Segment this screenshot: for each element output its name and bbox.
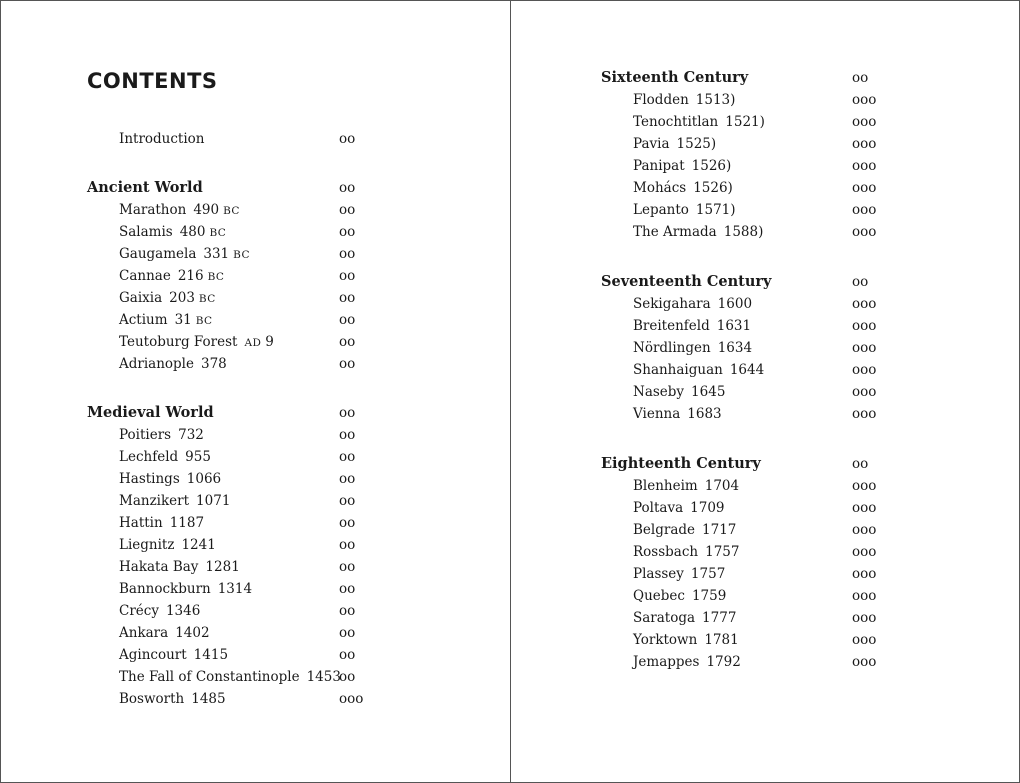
entry-name: Manzikert (119, 493, 190, 509)
entry-era: BC (223, 205, 240, 217)
entry-title (633, 201, 736, 219)
entry-name: Poltava (633, 500, 684, 516)
entry-name: Belgrade (633, 522, 696, 538)
entry-title (119, 646, 228, 664)
entry-year: 955 (185, 449, 211, 465)
entry-name: Eighteenth Century (601, 455, 761, 472)
entry-year: 1453 (306, 669, 341, 685)
page-number: ooo (852, 362, 877, 378)
entry-year: 1634 (717, 340, 753, 356)
entry-name: Pavia (633, 136, 670, 152)
entry-year: 1485 (191, 691, 226, 707)
entry-title (633, 179, 733, 197)
entry-title (633, 157, 731, 175)
entry-title (119, 130, 205, 148)
entry-year: 1631 (716, 318, 752, 334)
entry-title (633, 295, 752, 313)
page-number: oo (339, 625, 356, 641)
page-number: oo (339, 669, 356, 685)
entry-name: Hakata Bay (119, 559, 199, 575)
entry-name: Teutoburg Forest (119, 334, 238, 350)
entry-name: Tenochtitlan (633, 114, 719, 130)
entry-era: BC (233, 249, 250, 261)
contents-title: CONTENTS (87, 69, 218, 93)
entry-title (119, 624, 210, 642)
entry-year: 1314 (217, 581, 253, 597)
entry-title (633, 477, 739, 495)
page-number: oo (852, 70, 869, 86)
entry-name: The Armada (633, 224, 717, 240)
entry-title (633, 631, 739, 649)
page-number: oo (339, 131, 356, 147)
entry-title (119, 333, 274, 352)
entry-title (633, 223, 763, 241)
entry-name: Bosworth (119, 691, 185, 707)
entry-year: 1777 (702, 610, 737, 626)
page-number: oo (339, 581, 356, 597)
page-number: ooo (852, 654, 877, 670)
entry-title (119, 514, 204, 532)
entry-title (633, 135, 716, 153)
entry-title (633, 521, 736, 539)
entry-title (633, 405, 722, 423)
entry-year: 1521) (725, 114, 765, 130)
entry-title (119, 536, 216, 554)
entry-era: BC (195, 315, 213, 327)
page-number: oo (339, 202, 356, 218)
entry-era: BC (207, 271, 225, 283)
entry-year: 1066 (186, 471, 222, 487)
entry-title (119, 355, 227, 373)
page-number: oo (339, 647, 356, 663)
page-number: ooo (852, 158, 877, 174)
page-number: ooo (852, 566, 877, 582)
page-number: oo (339, 246, 356, 262)
entry-name: Jemappes (633, 654, 700, 670)
entry-title (633, 587, 726, 605)
entry-name: Ankara (119, 625, 169, 641)
entry-title (119, 470, 221, 488)
entry-name: Vienna (633, 406, 681, 422)
entry-name: Medieval World (87, 404, 214, 421)
entry-title (119, 245, 250, 264)
entry-year: 1526) (693, 180, 733, 196)
entry-year: 480 (179, 224, 206, 240)
section-title (601, 273, 771, 291)
entry-title (633, 317, 751, 335)
entry-year: 1759 (691, 588, 727, 604)
entry-era: AD (244, 337, 262, 349)
entry-year: 1709 (690, 500, 725, 516)
page-number: ooo (852, 544, 877, 560)
entry-title (633, 361, 764, 379)
section-title (87, 404, 214, 422)
page-number: oo (852, 274, 869, 290)
entry-title (633, 543, 739, 561)
entry-year: 1241 (181, 537, 216, 553)
entry-name: Breitenfeld (633, 318, 710, 334)
entry-year: 1683 (687, 406, 722, 422)
entry-year: 1704 (704, 478, 740, 494)
page-number: ooo (852, 224, 877, 240)
entry-title (119, 223, 226, 242)
page-number: ooo (852, 202, 877, 218)
entry-name: Poitiers (119, 427, 172, 443)
entry-name: Ancient World (87, 179, 203, 196)
page-number: ooo (852, 136, 877, 152)
entry-year: 1415 (193, 647, 229, 663)
entry-title (633, 113, 765, 131)
entry-title (119, 580, 252, 598)
entry-year: 1281 (205, 559, 240, 575)
entry-year: 1526) (691, 158, 732, 174)
entry-era: BC (209, 227, 227, 239)
entry-title (119, 558, 240, 576)
entry-name: Liegnitz (119, 537, 175, 553)
entry-name: Sekigahara (633, 296, 711, 312)
entry-title (633, 383, 725, 401)
entry-name: Shanhaiguan (633, 362, 723, 378)
page-number: oo (339, 559, 356, 575)
section-title (87, 179, 203, 197)
entry-title (119, 448, 211, 466)
entry-name: The Fall of Constantinople (119, 669, 300, 685)
entry-name: Panipat (633, 158, 685, 174)
page-number: ooo (852, 632, 877, 648)
entry-name: Nördlingen (633, 340, 711, 356)
entry-name: Lepanto (633, 202, 689, 218)
entry-name: Bannockburn (119, 581, 211, 597)
entry-year: 1187 (169, 515, 205, 531)
entry-name: Hastings (119, 471, 180, 487)
section-title (601, 455, 761, 473)
page-number: ooo (852, 180, 877, 196)
page-number: ooo (852, 296, 877, 312)
page-number: oo (339, 449, 356, 465)
page-number: oo (852, 456, 869, 472)
entry-year: 1717 (702, 522, 737, 538)
entry-year: 203 (169, 290, 195, 306)
page-number: ooo (852, 92, 877, 108)
entry-name: Rossbach (633, 544, 699, 560)
entry-year: 1781 (704, 632, 739, 648)
entry-title (633, 339, 752, 357)
page-number: oo (339, 290, 356, 306)
entry-year: 1346 (165, 603, 201, 619)
page-number: oo (339, 471, 356, 487)
entry-year: 1588) (723, 224, 764, 240)
page-number: oo (339, 312, 356, 328)
entry-name: Adrianople (119, 356, 194, 372)
entry-name: Seventeenth Century (601, 273, 772, 290)
entry-year: 1402 (175, 625, 210, 641)
page-number: oo (339, 427, 356, 443)
entry-title (119, 602, 200, 620)
entry-year: 216 (177, 268, 204, 284)
page-number: oo (339, 224, 356, 240)
entry-name: Yorktown (633, 632, 698, 648)
page-number: oo (339, 268, 356, 284)
page-number: ooo (852, 500, 877, 516)
entry-year: 1513) (695, 92, 736, 108)
entry-year: 1757 (690, 566, 726, 582)
entry-title (633, 565, 725, 583)
entry-name: Agincourt (119, 647, 187, 663)
page-number: oo (339, 515, 356, 531)
entry-name: Marathon (119, 202, 187, 218)
entry-title (119, 492, 230, 510)
entry-name: Gaugamela (119, 246, 197, 262)
page-number: oo (339, 405, 356, 421)
page-number: oo (339, 603, 356, 619)
entry-title (119, 690, 226, 708)
page-number: oo (339, 180, 356, 196)
page-number: ooo (852, 384, 877, 400)
entry-name: Introduction (119, 131, 205, 147)
section-title (601, 69, 748, 87)
entry-year: 1071 (196, 493, 231, 509)
entry-year: 1645 (691, 384, 726, 400)
page-number: ooo (852, 340, 877, 356)
page-number: ooo (852, 478, 877, 494)
entry-year: 331 (203, 246, 230, 262)
entry-year: 1571) (695, 202, 736, 218)
entry-era: BC (198, 293, 216, 305)
page-number: oo (339, 356, 356, 372)
entry-year: 31 (174, 312, 192, 328)
entry-name: Lechfeld (119, 449, 179, 465)
entry-name: Crécy (119, 603, 159, 619)
entry-name: Plassey (633, 566, 684, 582)
page-number: oo (339, 334, 356, 350)
entry-title (119, 267, 224, 286)
entry-title (633, 91, 735, 109)
entry-title (633, 609, 736, 627)
entry-name: Gaixia (119, 290, 163, 306)
entry-year: 490 (193, 202, 220, 218)
entry-title (119, 426, 204, 444)
entry-title (119, 311, 213, 330)
page-number: oo (339, 493, 356, 509)
page-number: ooo (852, 588, 877, 604)
entry-name: Quebec (633, 588, 685, 604)
entry-title (633, 653, 741, 671)
entry-title (119, 668, 341, 686)
entry-year: 9 (265, 334, 274, 350)
entry-name: Hattin (119, 515, 163, 531)
entry-year: 1525) (676, 136, 717, 152)
entry-name: Salamis (119, 224, 173, 240)
entry-name: Blenheim (633, 478, 698, 494)
entry-name: Sixteenth Century (601, 69, 749, 86)
entry-title (119, 289, 216, 308)
page-number: oo (339, 537, 356, 553)
entry-year: 1792 (706, 654, 741, 670)
page-number: ooo (339, 691, 364, 707)
entry-name: Flodden (633, 92, 689, 108)
page-number: ooo (852, 406, 877, 422)
entry-title (119, 201, 240, 220)
entry-year: 1600 (717, 296, 753, 312)
entry-year: 378 (200, 356, 227, 372)
page-number: ooo (852, 114, 877, 130)
right-page (510, 0, 1020, 783)
entry-name: Actium (119, 312, 168, 328)
entry-year: 1757 (705, 544, 740, 560)
page-number: ooo (852, 522, 877, 538)
entry-title (633, 499, 725, 517)
page-number: ooo (852, 610, 877, 626)
page-number: ooo (852, 318, 877, 334)
entry-year: 732 (178, 427, 204, 443)
entry-name: Naseby (633, 384, 685, 400)
entry-year: 1644 (729, 362, 765, 378)
entry-name: Mohács (633, 180, 687, 196)
entry-name: Saratoga (633, 610, 696, 626)
entry-name: Cannae (119, 268, 171, 284)
